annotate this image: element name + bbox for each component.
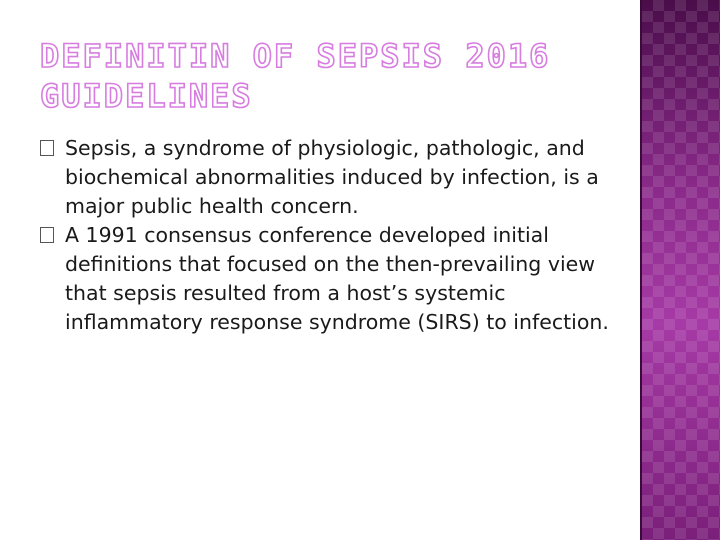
bullet-box-icon [40, 227, 54, 243]
bullet-text: A 1991 consensus conference developed initial definitions that focused on the then-prevailing view that sepsis resulted from a host’s systemic inflammatory response syndrome (SIRS) to infection. [65, 223, 609, 334]
decorative-side-rail [642, 0, 720, 540]
slide-content [40, 134, 620, 337]
bullet-text: Sepsis, a syndrome of physiologic, pathologic, and biochemical abnormalities induced by infection, is a major public health concern. [65, 136, 599, 218]
bullet-box-icon [40, 140, 54, 156]
bullet-item [40, 221, 620, 337]
bullet-item [40, 134, 620, 221]
slide-title: DEFINITIN OF SEPSIS 2016 GUIDELINES [40, 37, 551, 115]
